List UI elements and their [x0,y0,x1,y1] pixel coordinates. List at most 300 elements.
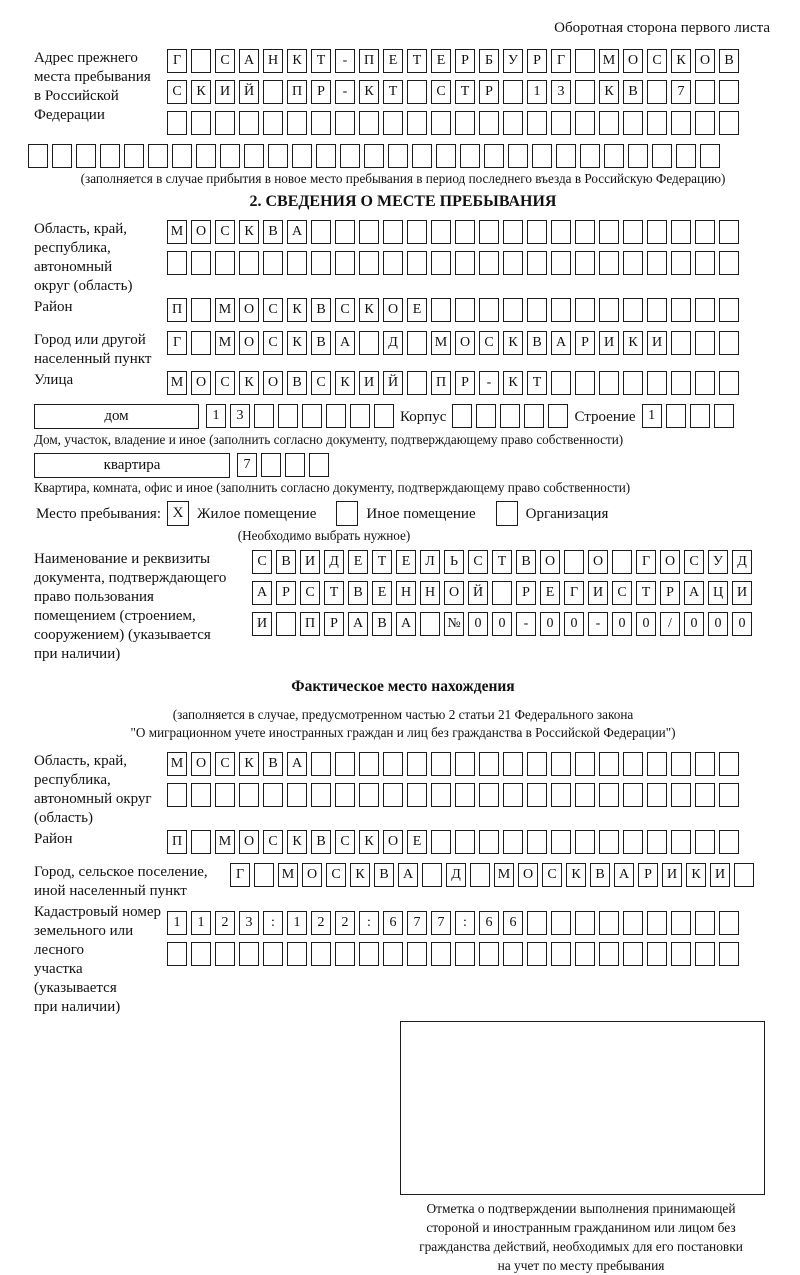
char-box [599,251,619,275]
char-box: Т [311,49,331,73]
other-premises-checkbox [336,501,358,526]
char-box: № [444,612,464,636]
char-box [503,80,523,104]
stroenie-cells [642,404,738,428]
char-box: П [431,371,451,395]
char-box: Е [396,550,416,574]
char-box [647,220,667,244]
char-box: 3 [239,911,259,935]
char-box [359,220,379,244]
prev-address-row-3 [167,111,743,135]
char-box [551,251,571,275]
char-box: Г [564,581,584,605]
char-box: М [431,331,451,355]
char-box [76,144,96,168]
char-box [599,752,619,776]
char-box [551,220,571,244]
char-box: К [599,80,619,104]
char-box: 0 [612,612,632,636]
char-box [383,752,403,776]
char-box: В [276,550,296,574]
label-line: автономный округ [34,791,152,807]
char-box [479,111,499,135]
char-box [124,144,144,168]
char-box [479,251,499,275]
char-box [431,942,451,966]
char-box: 6 [503,911,523,935]
char-box [215,111,235,135]
char-box: А [287,220,307,244]
label-line: земельного или лесного [34,923,134,958]
char-box: К [287,49,307,73]
char-box: Р [638,863,658,887]
cadastre-row-2 [167,942,743,966]
caption-line: Отметка о подтверждении выполнения принимающей [426,1201,736,1216]
char-box [564,550,584,574]
cadastre-row-1 [167,911,743,935]
char-box: К [359,80,379,104]
char-box [431,783,451,807]
char-box [599,942,619,966]
char-box [671,752,691,776]
char-box [695,331,715,355]
char-box: Е [383,49,403,73]
section2-title: 2. СВЕДЕНИЯ О МЕСТЕ ПРЕБЫВАНИЯ [249,193,557,210]
char-box: 7 [431,911,451,935]
char-box: Н [420,581,440,605]
char-box [326,404,346,428]
char-box: / [660,612,680,636]
char-box [695,298,715,322]
char-box: Г [230,863,250,887]
char-box: И [647,331,667,355]
actual-city-block [34,863,772,901]
char-box: О [263,371,283,395]
house-type-box: дом [34,404,199,429]
char-box [652,144,672,168]
char-box: - [516,612,536,636]
region-block [34,220,772,296]
char-box: К [359,298,379,322]
char-box [460,144,480,168]
char-box [647,911,667,935]
char-box: 6 [383,911,403,935]
char-box [671,331,691,355]
char-box: 2 [215,911,235,935]
char-box: И [662,863,682,887]
prev-address-note: (заполняется в случае прибытия в новое место пребывания в период последнего въезда в Российскую Федерацию) [80,171,726,186]
char-box: Р [575,331,595,355]
char-box: 0 [540,612,560,636]
actual-region-rows [167,752,743,814]
char-box [719,111,739,135]
char-box [695,942,715,966]
char-box: А [239,49,259,73]
char-box [695,783,715,807]
char-box [700,144,720,168]
char-box: Д [732,550,752,574]
char-box [623,251,643,275]
prev-address-row-1 [167,49,743,73]
char-box [167,942,187,966]
char-box [285,453,305,477]
char-box [412,144,432,168]
label-line: республика, [34,240,111,256]
char-box [532,144,552,168]
residential-checkbox: X [167,501,189,526]
char-box [254,404,274,428]
char-box: О [239,331,259,355]
char-box [671,911,691,935]
char-box [470,863,490,887]
char-box [647,830,667,854]
char-box [527,830,547,854]
char-box [476,404,496,428]
char-box: Й [383,371,403,395]
char-box [422,863,442,887]
char-box: О [191,752,211,776]
korpus-cells [452,404,572,428]
char-box [575,251,595,275]
char-box: М [215,830,235,854]
house-note: Дом, участок, владение и иное (заполнить согласно документу, подтверждающему право собственности) [34,432,624,447]
char-box [647,783,667,807]
char-box [335,752,355,776]
char-box: Р [516,581,536,605]
char-box [239,251,259,275]
char-box [575,371,595,395]
char-box [383,251,403,275]
char-box [676,144,696,168]
char-box: Г [167,49,187,73]
char-box: Е [372,581,392,605]
label-line: Город, сельское поселение, [34,864,208,880]
char-box: В [263,220,283,244]
char-box [575,911,595,935]
char-box [719,371,739,395]
stay-place-row [34,501,772,527]
char-box [316,144,336,168]
char-box [311,783,331,807]
char-box: Б [479,49,499,73]
char-box: О [383,298,403,322]
char-box [551,911,571,935]
korpus-label: Корпус [400,409,447,425]
char-box: С [215,752,235,776]
char-box [359,783,379,807]
char-box [500,404,520,428]
char-box [220,144,240,168]
char-box [191,111,211,135]
char-box: С [263,331,283,355]
char-box [263,80,283,104]
char-box [647,298,667,322]
char-box: Ц [708,581,728,605]
document-row-3 [252,612,756,636]
label-line: в Российской [34,88,119,104]
char-box [431,251,451,275]
district-label: Район [34,299,73,315]
city-row [167,331,743,355]
char-box [215,251,235,275]
char-box: И [359,371,379,395]
char-box [503,111,523,135]
char-box [383,220,403,244]
label-line: Область, край, [34,753,128,769]
char-box: 1 [287,911,307,935]
char-box: Е [407,830,427,854]
char-box: К [503,371,523,395]
actual-district-row [167,830,743,854]
char-box [623,298,643,322]
char-box: А [335,331,355,355]
char-box [527,220,547,244]
char-box [311,942,331,966]
char-box [191,942,211,966]
char-box: : [263,911,283,935]
char-box [335,220,355,244]
char-box [479,942,499,966]
char-box [287,251,307,275]
char-box [215,942,235,966]
subtitle-line: (заполняется в случае, предусмотренном частью 2 статьи 21 Федерального закона [172,707,634,722]
label-line: населенный пункт [34,351,152,367]
char-box [311,111,331,135]
char-box: О [191,220,211,244]
char-box [479,783,499,807]
char-box [407,111,427,135]
char-box: И [252,612,272,636]
char-box [388,144,408,168]
char-box: С [215,371,235,395]
char-box: - [588,612,608,636]
char-box: А [252,581,272,605]
char-box [431,298,451,322]
char-box: : [359,911,379,935]
char-box [623,911,643,935]
char-box: С [311,371,331,395]
char-box [575,298,595,322]
char-box [484,144,504,168]
confirmation-caption [366,1199,796,1275]
char-box [548,404,568,428]
char-box [52,144,72,168]
char-box [335,251,355,275]
char-box [455,220,475,244]
char-box: В [263,752,283,776]
char-box: К [671,49,691,73]
house-row [34,404,772,430]
label-line: участка (указывается [34,961,117,996]
char-box: Р [455,49,475,73]
char-box [383,111,403,135]
char-box: К [623,331,643,355]
char-box: У [708,550,728,574]
char-box [239,942,259,966]
char-box [359,331,379,355]
char-box [695,371,715,395]
char-box [599,783,619,807]
label-line: помещением (строением, [34,608,196,624]
char-box [695,911,715,935]
actual-region-block [34,752,772,828]
char-box [556,144,576,168]
char-box: А [396,612,416,636]
char-box [503,220,523,244]
char-box: Е [540,581,560,605]
char-box [527,911,547,935]
char-box [623,830,643,854]
region-row-1 [167,220,743,244]
residential-label: Жилое помещение [197,506,317,522]
char-box [575,830,595,854]
char-box [503,830,523,854]
label-line: республика, [34,772,111,788]
char-box [309,453,329,477]
document-row-1 [252,550,756,574]
char-box: К [191,80,211,104]
char-box [335,783,355,807]
char-box [335,942,355,966]
char-box [527,752,547,776]
char-box [335,111,355,135]
char-box [359,942,379,966]
char-box [479,830,499,854]
char-box [599,371,619,395]
stay-place-note: (Необходимо выбрать нужное) [237,528,411,543]
char-box [575,49,595,73]
cadastre-block [34,903,772,1017]
char-box [719,911,739,935]
char-box [647,371,667,395]
char-box: О [695,49,715,73]
prev-address-rows [167,49,743,142]
char-box [695,752,715,776]
char-box: И [710,863,730,887]
char-box [407,371,427,395]
char-box [292,144,312,168]
char-box [575,783,595,807]
street-block [34,371,772,402]
char-box: Р [527,49,547,73]
char-box [239,111,259,135]
char-box [261,453,281,477]
apartment-note: Квартира, комната, офис и иное (заполнить согласно документу, подтверждающему право собственности) [34,480,631,495]
char-box [527,942,547,966]
char-box [599,111,619,135]
char-box: П [167,830,187,854]
char-box: А [398,863,418,887]
char-box: К [503,331,523,355]
char-box: В [372,612,392,636]
char-box: 1 [167,911,187,935]
char-box [503,251,523,275]
char-box: Т [372,550,392,574]
char-box: К [239,752,259,776]
char-box: М [599,49,619,73]
char-box: И [300,550,320,574]
city-block [34,331,772,369]
char-box [420,612,440,636]
char-box: Д [383,331,403,355]
char-box: А [348,612,368,636]
region-row-2 [167,251,743,275]
char-box: С [263,298,283,322]
caption-line: на учет по месту пребывания [497,1258,665,1273]
char-box [527,111,547,135]
house-number-cells [206,404,398,428]
char-box [575,752,595,776]
char-box: О [239,298,259,322]
char-box: 1 [642,404,662,428]
char-box [383,942,403,966]
char-box: С [684,550,704,574]
label-line: места пребывания [34,69,151,85]
caption-line: гражданства действий, необходимых для его постановки [419,1239,743,1254]
char-box [719,942,739,966]
char-box [647,80,667,104]
actual-city-row [230,863,758,887]
char-box: Н [263,49,283,73]
char-box: В [311,298,331,322]
char-box [671,783,691,807]
char-box: В [287,371,307,395]
char-box: М [215,331,235,355]
char-box [671,830,691,854]
char-box: А [614,863,634,887]
char-box: Т [527,371,547,395]
stay-place-label: Место пребывания: [36,506,161,522]
char-box [599,830,619,854]
char-box [599,911,619,935]
char-box [407,942,427,966]
char-box [276,612,296,636]
char-box [479,220,499,244]
char-box: П [300,612,320,636]
char-box [28,144,48,168]
char-box [575,220,595,244]
char-box [719,251,739,275]
char-box [714,404,734,428]
char-box [263,783,283,807]
char-box [167,111,187,135]
char-box: К [287,298,307,322]
char-box [172,144,192,168]
char-box [452,404,472,428]
char-box: И [215,80,235,104]
char-box: 0 [636,612,656,636]
char-box: 3 [230,404,250,428]
char-box [604,144,624,168]
char-box [719,331,739,355]
char-box [436,144,456,168]
region-rows [167,220,743,282]
char-box: К [335,371,355,395]
char-box [527,783,547,807]
char-box [340,144,360,168]
actual-district-block [34,830,772,861]
char-box [719,752,739,776]
actual-location-title: Фактическое место нахождения [291,678,515,695]
char-box [479,298,499,322]
char-box [671,371,691,395]
label-line: документа, подтверждающего [34,570,227,586]
city-label [34,331,167,369]
char-box [455,298,475,322]
char-box [623,783,643,807]
char-box [623,111,643,135]
char-box: Й [468,581,488,605]
